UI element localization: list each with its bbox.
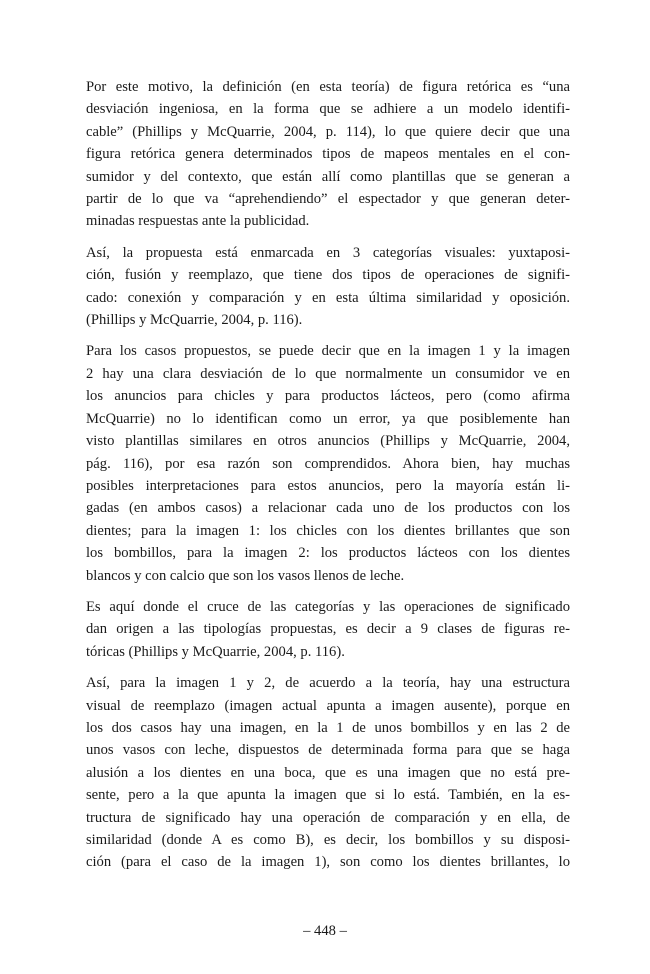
text-line: dan origen a las tipologías propuestas, es decir a 9 clases de figuras re- bbox=[86, 621, 570, 638]
text-line: sumidor y del contexto, que están allí como plantillas que se generan a bbox=[86, 168, 570, 185]
text-line: unos vasos con leche, dispuestos de determinada forma para que se haga bbox=[86, 742, 570, 759]
body-paragraph bbox=[86, 596, 570, 663]
text-line: Por este motivo, la definición (en esta teoría) de figura retórica es “una bbox=[86, 79, 570, 95]
text-line: desviación ingeniosa, en la forma que se adhiere a un modelo identifi- bbox=[86, 101, 570, 118]
text-line: figura retórica genera determinados tipos de mapeos mentales en el con- bbox=[86, 146, 570, 163]
text-line: posibles interpretaciones para estos anuncios, pero la mayoría están li- bbox=[86, 477, 570, 494]
text-line: cable” (Phillips y McQuarrie, 2004, p. 114), lo que quiere decir que una bbox=[86, 123, 570, 140]
text-line: 2 hay una clara desviación de lo que normalmente un consumidor ve en bbox=[86, 365, 570, 382]
text-line: minadas respuestas ante la publicidad. bbox=[86, 213, 310, 230]
text-line: Es aquí donde el cruce de las categorías y las operaciones de significado bbox=[86, 598, 570, 615]
text-line: McQuarrie) no lo identifican como un error, ya que posiblemente han bbox=[86, 410, 570, 427]
text-line: ción, fusión y reemplazo, que tiene dos tipos de operaciones de signifi- bbox=[86, 267, 570, 284]
text-line: ción (para el caso de la imagen 1), son como los dientes brillantes, lo bbox=[86, 854, 570, 871]
text-line: similaridad (donde A es como B), es decir, los bombillos y su disposi- bbox=[86, 832, 570, 848]
text-line: (Phillips y McQuarrie, 2004, p. 116). bbox=[86, 312, 303, 329]
text-line: gadas (en ambos casos) a relacionar cada uno de los productos con los bbox=[86, 500, 570, 517]
text-line: tóricas (Phillips y McQuarrie, 2004, p. 116). bbox=[86, 643, 345, 660]
text-line: los bombillos, para la imagen 2: los productos lácteos con los dientes bbox=[86, 545, 570, 562]
body-paragraph bbox=[86, 672, 570, 874]
text-line: dientes; para la imagen 1: los chicles con los dientes brillantes que son bbox=[86, 522, 570, 539]
page-number: – 448 – bbox=[303, 923, 347, 939]
text-line: Para los casos propuestos, se puede decir que en la imagen 1 y la imagen bbox=[86, 343, 570, 360]
text-line: alusión a los dientes en una boca, que es una imagen que no está pre- bbox=[86, 764, 570, 781]
body-paragraph bbox=[86, 76, 570, 233]
text-line: cado: conexión y comparación y en esta última similaridad y oposición. bbox=[86, 289, 570, 306]
text-line: visto plantillas similares en otros anuncios (Phillips y McQuarrie, 2004, bbox=[86, 433, 570, 450]
text-line: partir de lo que va “aprehendiendo” el espectador y que generan deter- bbox=[86, 191, 570, 208]
text-line: tructura de significado hay una operación de comparación y en ella, de bbox=[86, 809, 570, 826]
body-paragraph bbox=[86, 340, 570, 586]
text-line: los dos casos hay una imagen, en la 1 de unos bombillos y en las 2 de bbox=[86, 719, 570, 736]
text-line: Así, para la imagen 1 y 2, de acuerdo a la teoría, hay una estructura bbox=[86, 675, 570, 692]
text-line: los anuncios para chicles y para productos lácteos, pero (como afirma bbox=[86, 388, 570, 405]
page-body bbox=[86, 76, 570, 883]
body-paragraph bbox=[86, 242, 570, 332]
text-line: Así, la propuesta está enmarcada en 3 categorías visuales: yuxtaposi- bbox=[86, 244, 570, 261]
text-line: pág. 116), por esa razón son comprendidos. Ahora bien, hay muchas bbox=[86, 455, 570, 472]
text-line: sente, pero a la que apunta la imagen que si lo está. También, en la es- bbox=[86, 787, 570, 804]
text-line: blancos y con calcio que son los vasos llenos de leche. bbox=[86, 567, 405, 584]
text-line: visual de reemplazo (imagen actual apunta a imagen ausente), porque en bbox=[86, 697, 570, 714]
